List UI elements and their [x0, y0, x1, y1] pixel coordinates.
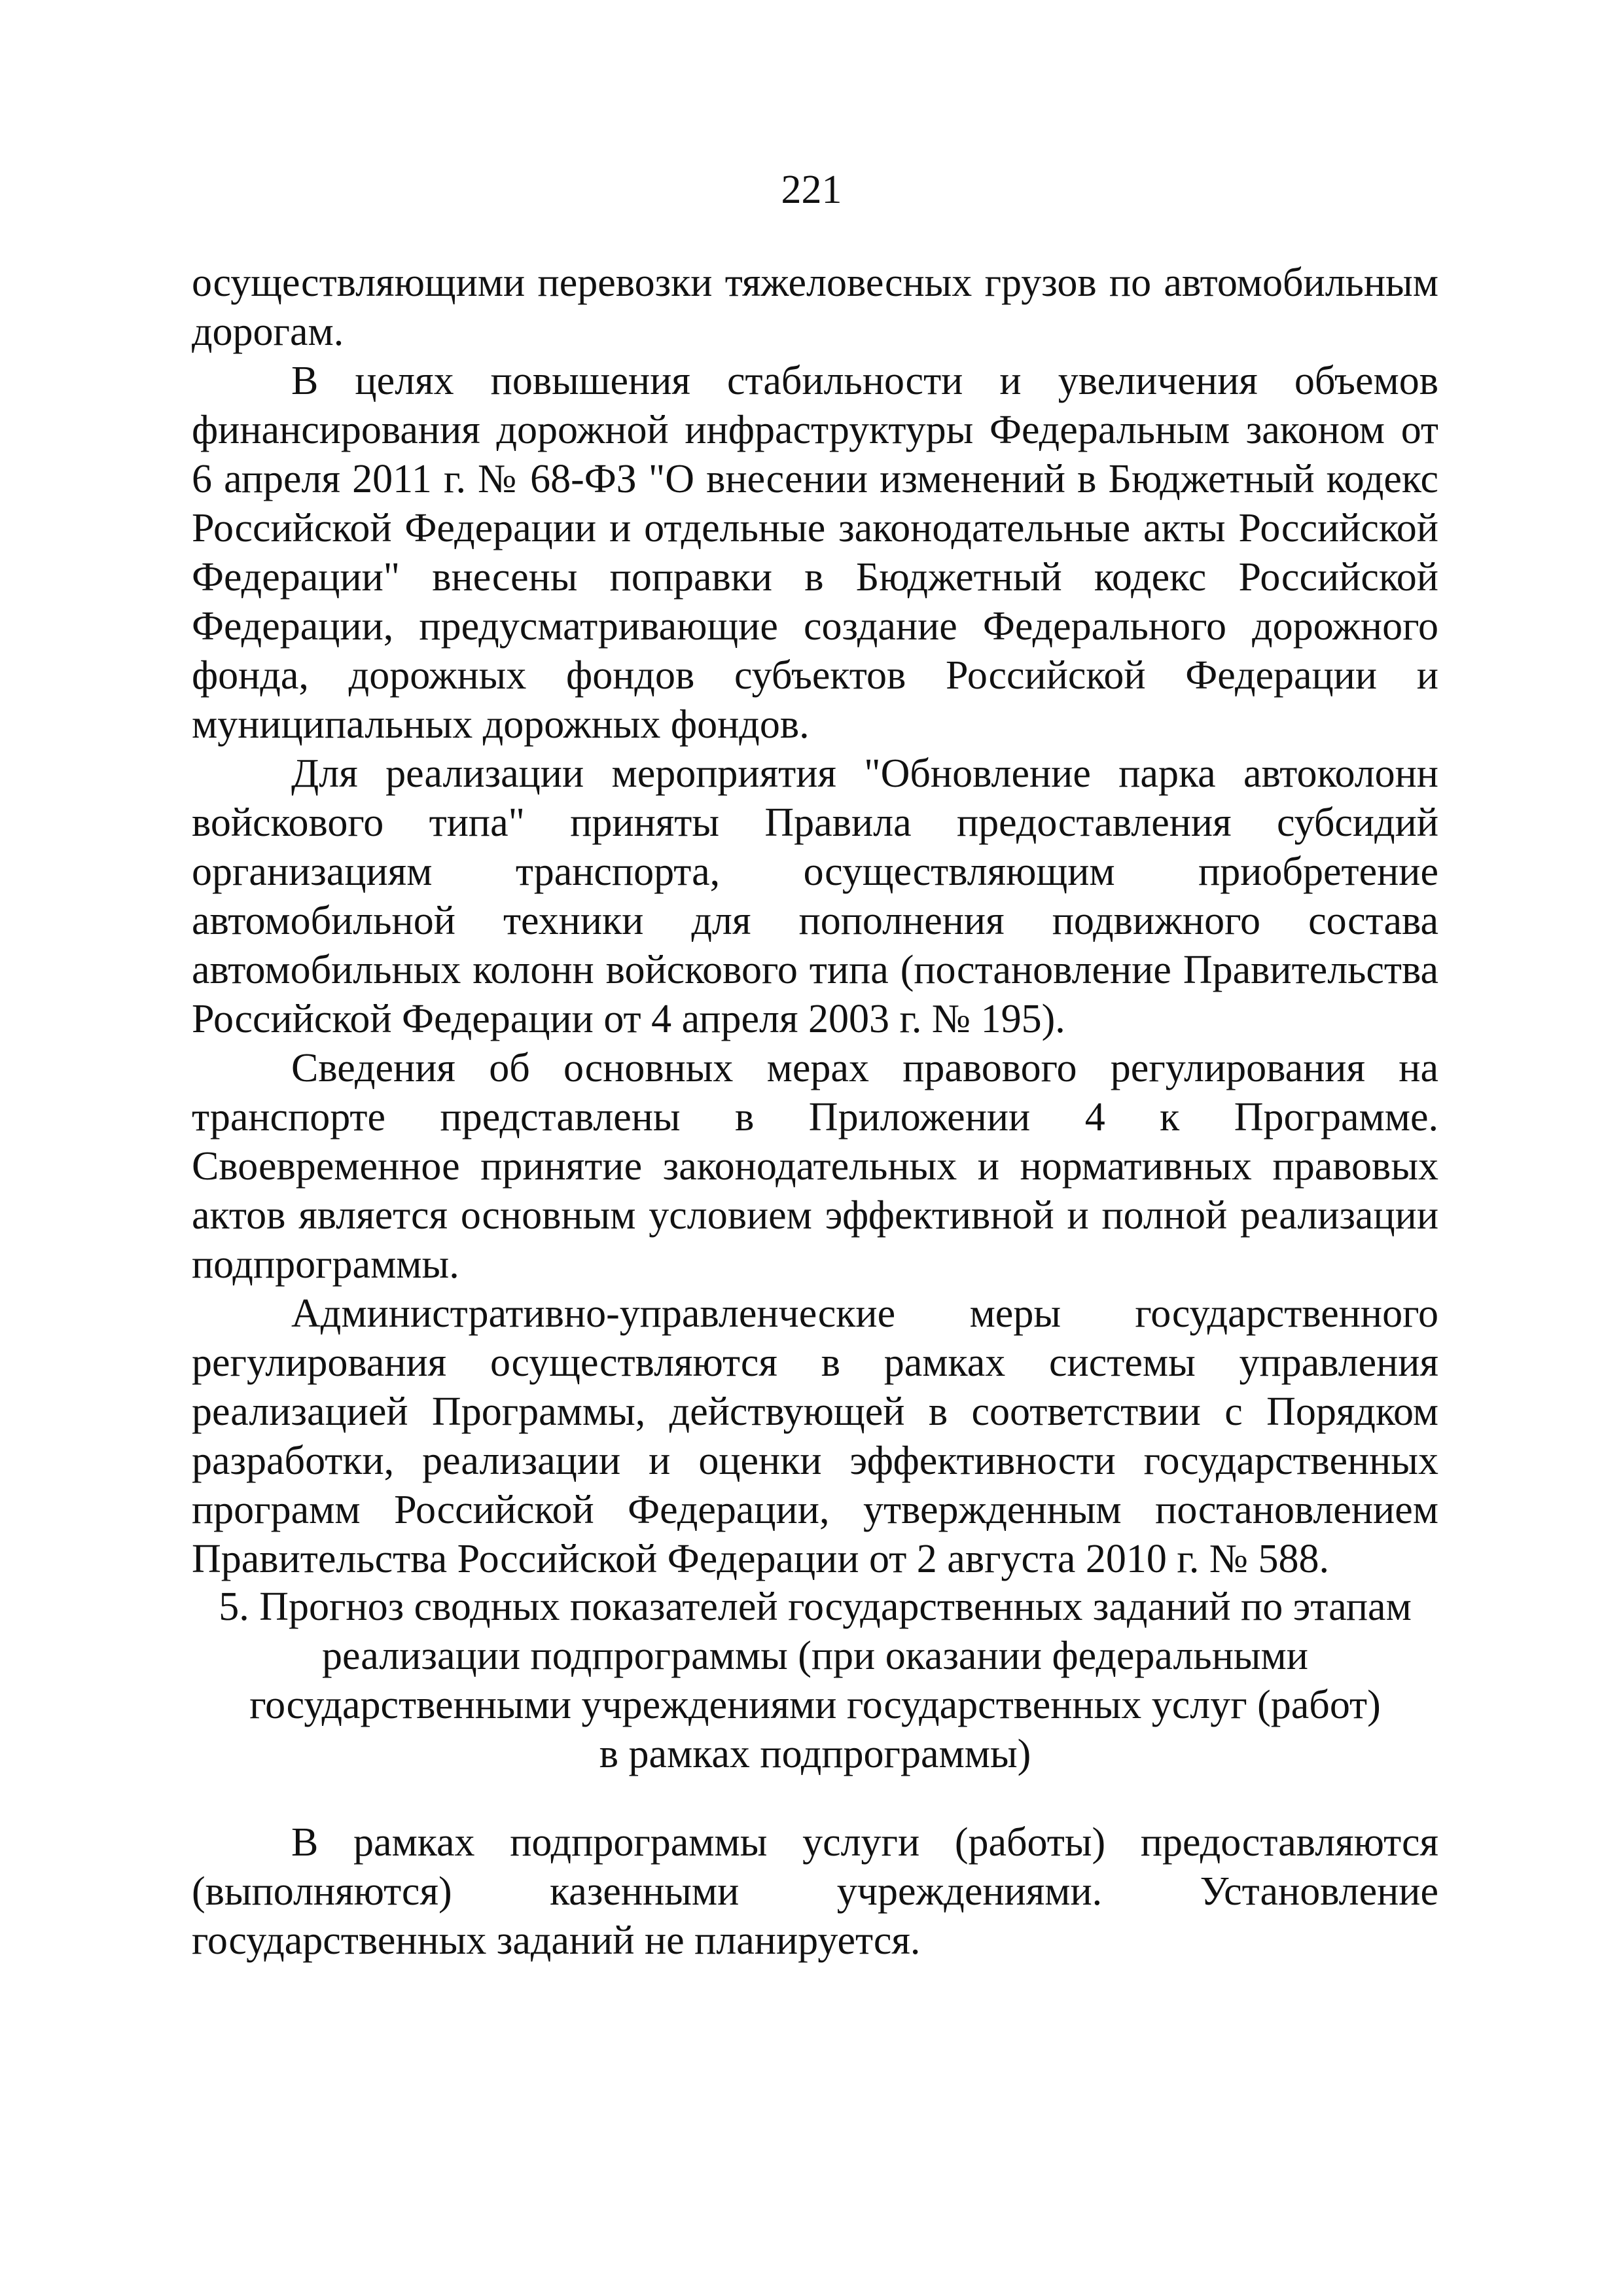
- paragraph-legal-regulation: Сведения об основных мерах правового регулирования на транспорте представлены в Приложении 4 к Программе. Своевременное принятие законодательных и нормативных правовых актов является основным условием эффективной и полной реализации подпрограммы.: [192, 1046, 1438, 1287]
- paragraph-military-convoys: Для реализации мероприятия "Обновление парка автоколонн войскового типа" приняты Правила предоставления субсидий организациям транспорта, осуществляющим приобретение автомобильной техники для пополнения подвижного состава автомобильных колонн войскового типа (постановление Правительства Российской Федерации от 4 апреля 2003 г. № 195).: [192, 751, 1438, 1041]
- section-5-heading-line: 5. Прогноз сводных показателей государственных заданий по этапам: [219, 1585, 1412, 1629]
- paragraph-road-funds: В целях повышения стабильности и увеличения объемов финансирования дорожной инфраструктуры Федеральным законом от 6 апреля 2011 г. № 68-ФЗ "О внесении изменений в Бюджетный кодекс Российской Федерации и отдельные законодательные акты Российской Федерации" внесены поправки в Бюджетный кодекс Российской Федерации, предусматривающие создание Федерального дорожного фонда, дорожных фондов субъектов Российской Федерации и муниципальных дорожных фондов.: [192, 359, 1438, 747]
- page-number: 221: [781, 168, 842, 212]
- section-5-heading: [192, 1583, 1438, 1779]
- section-5-body: [192, 1818, 1438, 1965]
- section-5-heading-line: в рамках подпрограммы): [599, 1732, 1031, 1776]
- section-5-heading-line: реализации подпрограммы (при оказании федеральными: [322, 1634, 1308, 1678]
- section-5-heading-line: государственными учреждениями государственных услуг (работ): [249, 1683, 1381, 1727]
- paragraph-administrative-measures: Административно-управленческие меры государственного регулирования осуществляются в рамках системы управления реализацией Программы, действующей в соответствии с Порядком разработки, реализации и оценки эффективности государственных программ Российской Федерации, утвержденным постановлением Правительства Российской Федерации от 2 августа 2010 г. № 588.: [192, 1291, 1438, 1581]
- paragraph-state-assignments: В рамках подпрограммы услуги (работы) предоставляются (выполняются) казенными учреждениями. Установление государственных заданий не планируется.: [192, 1820, 1438, 1963]
- document-body: [192, 259, 1438, 1584]
- paragraph-continuation: осуществляющими перевозки тяжеловесных грузов по автомобильным дорогам.: [192, 260, 1438, 354]
